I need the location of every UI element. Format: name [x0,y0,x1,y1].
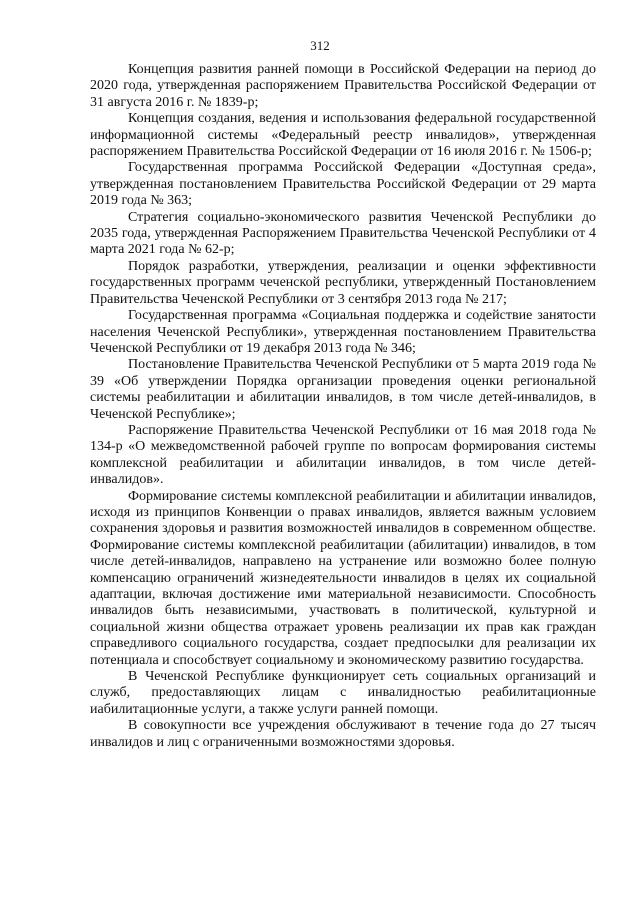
page-number: 312 [310,38,330,53]
paragraph-institutions-total: В совокупности все учреждения обслуживают в течение года до 27 тысяч инвалидов и лиц с ограниченными возможностями здоровья. [90,718,596,750]
paragraph-disability-registry-concept: Концепция создания, ведения и использования федеральной государственной информационной системы «Федеральный реестр инвалидов», утвержденная распоряжением Правительства Российской Федерации от 16 июля 2016 г. № 1506-р; [90,111,596,160]
paragraph-accessible-environment-program: Государственная программа Российской Федерации «Доступная среда», утвержденная постановлением Правительства Российской Федерации от 29 марта 2019 года № 363; [90,160,596,209]
paragraph-social-network: В Чеченской Республике функционирует сеть социальных организаций и служб, предоставляющих лицам с инвалидностью реабилитационные иабилитационные услуги, а также услуги ранней помощи. [90,669,596,717]
paragraph-development-strategy: Стратегия социально-экономического развития Чеченской Республики до 2035 года, утвержденная Распоряжением Правительства Чеченской Республики от 4 марта 2021 года № 62-р; [90,209,596,258]
paragraph-early-help-concept: Концепция развития ранней помощи в Российской Федерации на период до 2020 года, утвержденная распоряжением Правительства Российской Федерации от 31 августа 2016 г. № 1839-р; [90,62,596,110]
paragraph-program-procedure: Порядок разработки, утверждения, реализации и оценки эффективности государственных программ чеченской республики, утвержденный Постановлением Правительства Чеченской Республики от 3 сентября 2013 года № 217; [90,258,596,307]
paragraph-social-support-program: Государственная программа «Социальная поддержка и содействие занятости населения Чеченской Республики», утвержденная постановлением Правительства Чеченской Республики от 19 декабря 2013 года № 346; [90,308,596,356]
paragraph-order-134: Распоряжение Правительства Чеченской Республики от 16 мая 2018 года № 134-р «О межведомственной рабочей группе по вопросам формирования системы комплексной реабилитации и абилитации инвалидов, в том числе детей-инвалидов». [90,422,596,488]
document-body [90,62,596,751]
paragraph-resolution-39: Постановление Правительства Чеченской Республики от 5 марта 2019 года № 39 «Об утверждении Порядка организации проведения оценки региональной системы реабилитации и абилитации инвалидов, в том числе детей-инвалидов, в Чеченской Республике»; [90,357,596,422]
paragraph-rehabilitation-system: Формирование системы комплексной реабилитации и абилитации инвалидов, исходя из принципов Конвенции о правах инвалидов, является важным условием сохранения здоровья и развития возможностей инвалидов в современном обществе. Формирование системы комплексной реабилитации (абилитации) инвалидов, в том числе детей-инвалидов, направлено на устранение или возможно более полную компенсацию ограничений жизнедеятельности инвалидов в целях их социальной адаптации, включая достижение ими материальной независимости. Способность инвалидов быть независимыми, участвовать в политической, культурной и социальной жизни общества отражает уровень реализации их прав как граждан справедливого социального государства, создает предпосылки для реализации их потенциала и способствует социальному и экономическому развитию государства. [90,488,596,668]
